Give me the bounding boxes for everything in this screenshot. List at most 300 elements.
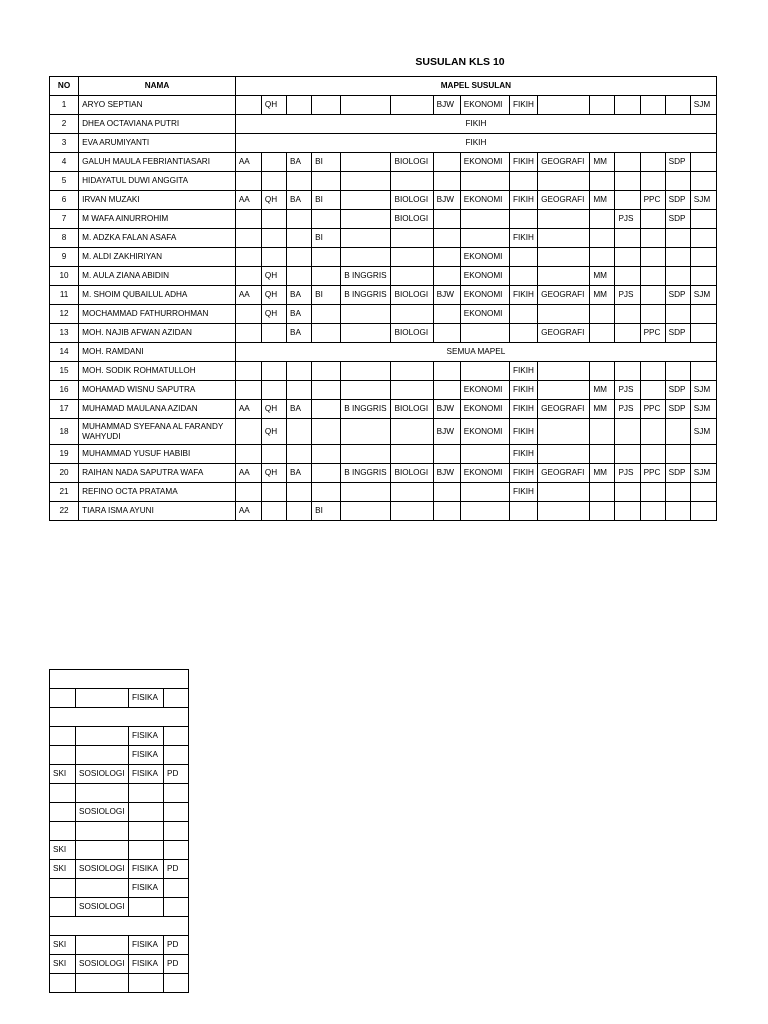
subject-cell [312,172,341,191]
extra-row [50,879,189,898]
subject-cell [615,191,640,210]
subject-cell [665,172,690,191]
extra-subject-cell [164,727,189,746]
subject-cell: EKONOMI [460,419,509,445]
extra-row [50,765,189,784]
subject-cell [510,267,538,286]
subject-cell [640,229,665,248]
subject-cell: FIKIH [510,483,538,502]
subject-cell [341,172,391,191]
table-row [50,267,717,286]
row-number: 20 [50,464,79,483]
subject-cell: BJW [433,286,460,305]
subject-cell: PJS [615,464,640,483]
extra-row [50,974,189,993]
subject-cell [538,248,590,267]
subject-cell [665,362,690,381]
subject-cell: BJW [433,191,460,210]
subject-cell: FIKIH [510,229,538,248]
extra-row [50,955,189,974]
subject-cell [690,305,716,324]
subject-cell [433,153,460,172]
student-name: TIARA ISMA AYUNI [79,502,236,521]
subject-cell [261,445,286,464]
subject-cell [460,502,509,521]
student-name: M. ADZKA FALAN ASAFA [79,229,236,248]
subject-cell [640,153,665,172]
subject-cell [590,324,615,343]
subject-cell [391,483,433,502]
subject-cell [312,464,341,483]
subject-cell [312,305,341,324]
extra-subject-cell: SOSIOLOGI [76,860,129,879]
subject-cell: FIKIH [510,400,538,419]
subject-cell [261,324,286,343]
student-name: IRVAN MUZAKI [79,191,236,210]
subject-cell [538,229,590,248]
subject-cell [391,248,433,267]
student-name: GALUH MAULA FEBRIANTIASARI [79,153,236,172]
subject-cell [261,483,286,502]
subject-cell [341,445,391,464]
student-name: M WAFA AINURROHIM [79,210,236,229]
subject-cell [391,445,433,464]
subject-cell [341,210,391,229]
subject-cell [391,419,433,445]
subject-cell [538,419,590,445]
row-number: 4 [50,153,79,172]
subject-span-cell: FIKIH [235,134,716,153]
subject-cell [690,362,716,381]
subject-cell: BA [287,153,312,172]
row-number: 7 [50,210,79,229]
subject-cell [640,362,665,381]
subject-cell [510,248,538,267]
subject-cell [433,305,460,324]
subject-cell [615,229,640,248]
subject-cell: QH [261,305,286,324]
subject-cell [510,210,538,229]
subject-cell: MM [590,267,615,286]
student-name: MOH. SODIK ROHMATULLOH [79,362,236,381]
extra-subject-cell [129,803,164,822]
subject-cell [590,445,615,464]
subject-cell [287,267,312,286]
subject-cell: BJW [433,464,460,483]
row-number: 17 [50,400,79,419]
extra-subject-cell [164,689,189,708]
subject-cell [312,445,341,464]
subject-cell [538,172,590,191]
extra-row [50,784,189,803]
extra-subject-cell [76,822,129,841]
subject-cell: SDP [665,191,690,210]
extra-row [50,936,189,955]
subject-cell: SJM [690,464,716,483]
subject-cell: MM [590,400,615,419]
subject-cell: B INGGRIS [341,400,391,419]
extra-subject-cell: PD [164,955,189,974]
subject-cell [538,445,590,464]
row-number: 10 [50,267,79,286]
subject-cell [615,445,640,464]
subject-cell [460,445,509,464]
subject-cell: BI [312,229,341,248]
subject-cell [590,502,615,521]
subject-cell [287,419,312,445]
student-name: MUHAMMAD SYEFANA AL FARANDY WAHYUDI [79,419,236,445]
subject-cell: BIOLOGI [391,191,433,210]
subject-cell [640,305,665,324]
subject-cell [665,502,690,521]
table-row [50,286,717,305]
subject-cell [690,483,716,502]
subject-cell: BIOLOGI [391,153,433,172]
extra-subject-cell [164,879,189,898]
subject-cell [312,96,341,115]
table-row [50,191,717,210]
subject-cell [640,286,665,305]
extra-table-body [50,670,189,993]
subject-cell [640,445,665,464]
subject-cell [690,248,716,267]
subject-cell [391,229,433,248]
subject-cell [690,210,716,229]
subject-cell [590,96,615,115]
subject-cell [433,483,460,502]
row-number: 16 [50,381,79,400]
extra-subject-cell: PD [164,936,189,955]
subject-cell: BA [287,400,312,419]
table-row [50,400,717,419]
extra-row [50,746,189,765]
extra-subject-cell [50,898,76,917]
extra-subject-cell: PD [164,860,189,879]
subject-cell [590,210,615,229]
row-number: 9 [50,248,79,267]
extra-subject-cell: PD [164,765,189,784]
subject-cell: GEOGRAFI [538,400,590,419]
subject-cell: BJW [433,400,460,419]
extra-row [50,860,189,879]
row-number: 15 [50,362,79,381]
subject-cell [640,267,665,286]
extra-subject-cell [164,841,189,860]
subject-cell [287,483,312,502]
subject-cell [341,153,391,172]
subject-cell: FIKIH [510,286,538,305]
subject-cell [235,305,261,324]
page-title: SUSULAN KLS 10 [415,56,505,68]
subject-cell: PJS [615,400,640,419]
subject-cell [665,229,690,248]
subject-cell [235,210,261,229]
subject-cell: FIKIH [510,191,538,210]
header-mapel-susulan: MAPEL SUSULAN [235,77,716,96]
extra-row [50,670,189,689]
subject-cell [261,248,286,267]
subject-cell [615,324,640,343]
extra-row [50,689,189,708]
subject-cell: AA [235,191,261,210]
subject-cell [615,305,640,324]
extra-subject-cell [129,841,164,860]
subject-cell: BA [287,464,312,483]
subject-cell: QH [261,96,286,115]
subject-cell [287,381,312,400]
subject-cell [460,362,509,381]
subject-cell: BA [287,324,312,343]
subject-cell: PPC [640,324,665,343]
extra-subject-cell [164,822,189,841]
subject-cell: PJS [615,381,640,400]
subject-span-cell: FIKIH [235,115,716,134]
student-name: REFINO OCTA PRATAMA [79,483,236,502]
subject-cell [615,483,640,502]
subject-cell: AA [235,286,261,305]
subject-cell [391,502,433,521]
subject-cell [615,419,640,445]
subject-cell: EKONOMI [460,381,509,400]
subject-cell [341,305,391,324]
table-row [50,210,717,229]
subject-cell [690,229,716,248]
subject-cell [261,362,286,381]
subject-cell [341,483,391,502]
row-number: 14 [50,343,79,362]
subject-cell [261,210,286,229]
subject-cell [640,172,665,191]
extra-subject-cell: SKI [50,955,76,974]
subject-cell: SJM [690,191,716,210]
subject-cell: MM [590,153,615,172]
subject-cell [538,96,590,115]
row-number: 11 [50,286,79,305]
row-number: 3 [50,134,79,153]
extra-subject-cell [76,784,129,803]
row-number: 2 [50,115,79,134]
subject-cell: BIOLOGI [391,400,433,419]
table-row [50,445,717,464]
extra-subject-cell: SKI [50,936,76,955]
subject-cell: AA [235,464,261,483]
subject-cell: B INGGRIS [341,464,391,483]
student-name: M. AULA ZIANA ABIDIN [79,267,236,286]
student-name: RAIHAN NADA SAPUTRA WAFA [79,464,236,483]
subject-cell: SJM [690,96,716,115]
subject-cell [341,324,391,343]
subject-cell [460,483,509,502]
subject-cell [287,248,312,267]
extra-subject-cell: SOSIOLOGI [76,803,129,822]
student-name: MOHAMAD WISNU SAPUTRA [79,381,236,400]
subject-cell: SDP [665,381,690,400]
subject-cell: BI [312,286,341,305]
subject-cell: EKONOMI [460,286,509,305]
subject-cell [312,248,341,267]
extra-subject-cell [76,841,129,860]
extra-span-cell [50,917,189,936]
subject-cell [590,305,615,324]
subject-cell [287,172,312,191]
subject-cell [665,483,690,502]
subject-cell [287,362,312,381]
subject-cell [287,210,312,229]
extra-subject-cell [50,879,76,898]
student-name: MUHAMAD MAULANA AZIDAN [79,400,236,419]
subject-cell [341,419,391,445]
subject-cell [590,172,615,191]
subject-cell [510,305,538,324]
extra-table [49,669,189,993]
subject-cell [665,96,690,115]
subject-cell [391,267,433,286]
subject-cell: SJM [690,419,716,445]
student-name: MOH. RAMDANI [79,343,236,362]
extra-subject-cell: SKI [50,860,76,879]
subject-cell: MM [590,191,615,210]
subject-cell: MM [590,286,615,305]
subject-cell: B INGGRIS [341,267,391,286]
subject-cell [590,248,615,267]
extra-subject-cell: SOSIOLOGI [76,765,129,784]
subject-cell: EKONOMI [460,267,509,286]
subject-cell [615,362,640,381]
subject-cell [433,381,460,400]
extra-subject-cell [76,689,129,708]
subject-cell: FIKIH [510,96,538,115]
student-name: MOH. NAJIB AFWAN AZIDAN [79,324,236,343]
subject-cell [391,362,433,381]
subject-cell: EKONOMI [460,153,509,172]
subject-cell: QH [261,286,286,305]
subject-cell: BA [287,305,312,324]
subject-cell [312,362,341,381]
row-number: 1 [50,96,79,115]
row-number: 6 [50,191,79,210]
extra-subject-cell [76,879,129,898]
subject-cell: B INGGRIS [341,286,391,305]
table-body [50,96,717,521]
subject-cell: EKONOMI [460,191,509,210]
extra-subject-cell [50,822,76,841]
subject-cell: SDP [665,464,690,483]
subject-cell [433,324,460,343]
subject-cell [235,229,261,248]
table-row [50,115,717,134]
subject-cell: FIKIH [510,381,538,400]
subject-cell [640,210,665,229]
table-row [50,172,717,191]
extra-subject-cell [164,784,189,803]
subject-cell: BJW [433,96,460,115]
subject-cell [538,483,590,502]
subject-cell: QH [261,267,286,286]
subject-cell: PPC [640,191,665,210]
extra-row [50,803,189,822]
subject-cell [235,381,261,400]
subject-cell [391,172,433,191]
extra-subject-cell [129,822,164,841]
subject-cell [235,96,261,115]
extra-row [50,727,189,746]
header-no: NO [50,77,79,96]
extra-subject-cell [50,803,76,822]
extra-subject-cell [76,974,129,993]
header-row [50,77,717,96]
subject-cell: SDP [665,286,690,305]
extra-subject-cell: FISIKA [129,746,164,765]
subject-cell: PJS [615,286,640,305]
subject-cell [665,419,690,445]
subject-cell [615,248,640,267]
student-name: EVA ARUMIYANTI [79,134,236,153]
extra-subject-cell: FISIKA [129,689,164,708]
extra-subject-cell [50,784,76,803]
subject-cell: BI [312,191,341,210]
subject-cell: FIKIH [510,445,538,464]
subject-cell: MM [590,464,615,483]
subject-cell: BI [312,153,341,172]
extra-row [50,898,189,917]
subject-cell [690,324,716,343]
extra-subject-cell [50,727,76,746]
subject-cell: EKONOMI [460,464,509,483]
extra-subject-cell: FISIKA [129,727,164,746]
subject-cell [433,172,460,191]
table-row [50,153,717,172]
subject-cell: BIOLOGI [391,210,433,229]
subject-cell: BIOLOGI [391,286,433,305]
subject-cell [665,267,690,286]
extra-row [50,917,189,936]
extra-subject-cell [164,974,189,993]
subject-cell [640,248,665,267]
subject-cell [341,248,391,267]
subject-cell [341,96,391,115]
row-number: 21 [50,483,79,502]
subject-cell: EKONOMI [460,96,509,115]
subject-cell [640,483,665,502]
subject-cell: SDP [665,210,690,229]
table-row [50,229,717,248]
student-name: ARYO SEPTIAN [79,96,236,115]
subject-cell [312,400,341,419]
table-row [50,305,717,324]
subject-cell [538,381,590,400]
subject-cell: EKONOMI [460,400,509,419]
subject-cell [287,229,312,248]
subject-cell: SJM [690,381,716,400]
subject-cell: SDP [665,153,690,172]
subject-cell [640,419,665,445]
subject-cell [460,172,509,191]
subject-cell [261,229,286,248]
row-number: 18 [50,419,79,445]
subject-cell [341,381,391,400]
subject-cell [287,445,312,464]
row-number: 13 [50,324,79,343]
subject-cell: EKONOMI [460,305,509,324]
subject-cell [341,229,391,248]
extra-subject-cell: FISIKA [129,860,164,879]
subject-cell [287,96,312,115]
subject-cell: GEOGRAFI [538,153,590,172]
subject-cell [665,445,690,464]
subject-cell [312,267,341,286]
extra-subject-cell [76,936,129,955]
subject-cell [690,172,716,191]
